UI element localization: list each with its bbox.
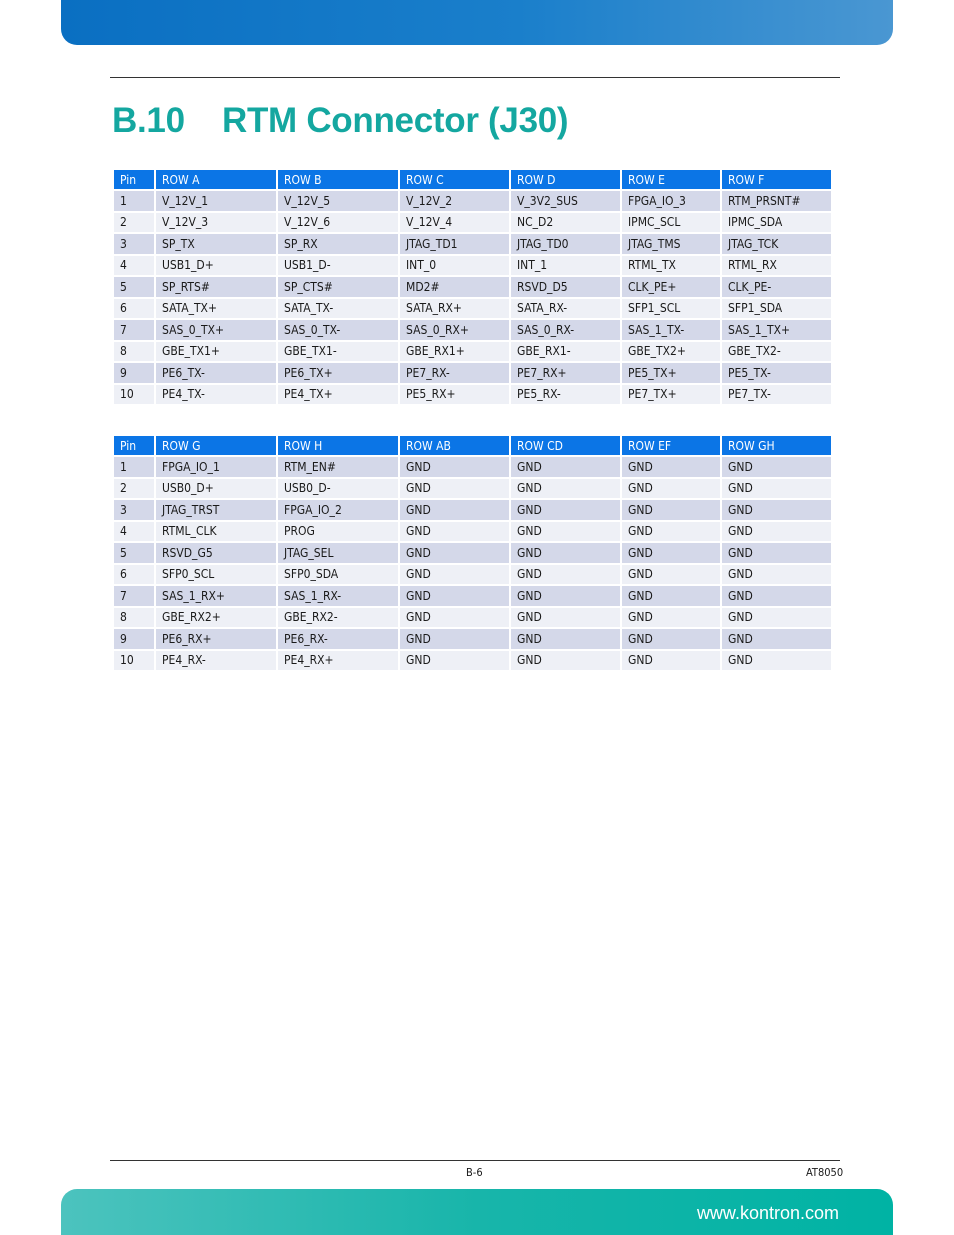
column-header: ROW F xyxy=(722,170,831,189)
signal-cell: JTAG_SEL xyxy=(278,543,398,563)
pin-number-cell: 3 xyxy=(114,234,154,254)
column-header: ROW A xyxy=(156,170,276,189)
signal-cell: PE4_TX+ xyxy=(278,385,398,405)
signal-cell: GND xyxy=(622,500,720,520)
signal-cell: GBE_TX2- xyxy=(722,342,831,362)
signal-cell: GND xyxy=(511,608,620,628)
signal-cell: RTM_PRSNT# xyxy=(722,191,831,211)
page-number: B-6 xyxy=(466,1166,483,1179)
signal-cell: SP_TX xyxy=(156,234,276,254)
table-row xyxy=(114,277,831,297)
signal-cell: SFP0_SDA xyxy=(278,565,398,585)
signal-cell: GND xyxy=(622,586,720,606)
signal-cell: GBE_RX2- xyxy=(278,608,398,628)
signal-cell: GND xyxy=(722,608,831,628)
signal-cell: SAS_0_TX- xyxy=(278,320,398,340)
signal-cell: GND xyxy=(622,608,720,628)
signal-cell: GND xyxy=(722,651,831,671)
signal-cell: GBE_RX1+ xyxy=(400,342,509,362)
signal-cell: CLK_PE+ xyxy=(622,277,720,297)
signal-cell: PROG xyxy=(278,522,398,542)
pinout-table-2 xyxy=(112,434,833,672)
column-header: ROW G xyxy=(156,436,276,455)
pinout-table-1 xyxy=(112,168,833,406)
signal-cell: GND xyxy=(622,457,720,477)
pin-number-cell: 6 xyxy=(114,565,154,585)
pin-number-cell: 8 xyxy=(114,608,154,628)
table-row xyxy=(114,234,831,254)
signal-cell: GND xyxy=(622,522,720,542)
table-row xyxy=(114,191,831,211)
signal-cell: JTAG_TMS xyxy=(622,234,720,254)
signal-cell: SAS_1_TX+ xyxy=(722,320,831,340)
column-header: ROW CD xyxy=(511,436,620,455)
signal-cell: PE6_TX- xyxy=(156,363,276,383)
pin-number-cell: 10 xyxy=(114,651,154,671)
signal-cell: V_12V_5 xyxy=(278,191,398,211)
column-header: Pin xyxy=(114,170,154,189)
signal-cell: SP_CTS# xyxy=(278,277,398,297)
signal-cell: JTAG_TCK xyxy=(722,234,831,254)
signal-cell: GND xyxy=(622,651,720,671)
column-header: Pin xyxy=(114,436,154,455)
signal-cell: GND xyxy=(511,565,620,585)
table-row xyxy=(114,629,831,649)
table-row xyxy=(114,565,831,585)
signal-cell: V_3V2_SUS xyxy=(511,191,620,211)
signal-cell: SATA_RX+ xyxy=(400,299,509,319)
table-header-row xyxy=(114,170,831,189)
signal-cell: GND xyxy=(400,629,509,649)
pin-number-cell: 7 xyxy=(114,586,154,606)
signal-cell: JTAG_TD0 xyxy=(511,234,620,254)
pin-number-cell: 10 xyxy=(114,385,154,405)
pin-number-cell: 5 xyxy=(114,543,154,563)
signal-cell: GND xyxy=(400,608,509,628)
signal-cell: PE7_TX- xyxy=(722,385,831,405)
table-row xyxy=(114,608,831,628)
signal-cell: V_12V_2 xyxy=(400,191,509,211)
section-title-text: RTM Connector (J30) xyxy=(222,101,569,140)
signal-cell: RSVD_G5 xyxy=(156,543,276,563)
pin-number-cell: 4 xyxy=(114,256,154,276)
signal-cell: GND xyxy=(511,651,620,671)
table-row xyxy=(114,500,831,520)
signal-cell: GND xyxy=(722,479,831,499)
signal-cell: GBE_TX1+ xyxy=(156,342,276,362)
signal-cell: PE7_RX+ xyxy=(511,363,620,383)
signal-cell: PE7_TX+ xyxy=(622,385,720,405)
signal-cell: GND xyxy=(622,479,720,499)
signal-cell: GND xyxy=(511,586,620,606)
table-header-row xyxy=(114,436,831,455)
pin-number-cell: 1 xyxy=(114,457,154,477)
column-header: ROW H xyxy=(278,436,398,455)
signal-cell: NC_D2 xyxy=(511,213,620,233)
signal-cell: FPGA_IO_3 xyxy=(622,191,720,211)
signal-cell: FPGA_IO_1 xyxy=(156,457,276,477)
signal-cell: PE7_RX- xyxy=(400,363,509,383)
pin-number-cell: 9 xyxy=(114,363,154,383)
signal-cell: GND xyxy=(511,457,620,477)
signal-cell: V_12V_6 xyxy=(278,213,398,233)
pin-number-cell: 4 xyxy=(114,522,154,542)
signal-cell: USB0_D- xyxy=(278,479,398,499)
table-row xyxy=(114,213,831,233)
column-header: ROW B xyxy=(278,170,398,189)
signal-cell: FPGA_IO_2 xyxy=(278,500,398,520)
signal-cell: IPMC_SCL xyxy=(622,213,720,233)
signal-cell: GND xyxy=(511,479,620,499)
table-row xyxy=(114,299,831,319)
pin-number-cell: 8 xyxy=(114,342,154,362)
signal-cell: RTML_RX xyxy=(722,256,831,276)
column-header: ROW GH xyxy=(722,436,831,455)
signal-cell: GND xyxy=(722,522,831,542)
signal-cell: SP_RX xyxy=(278,234,398,254)
signal-cell: PE5_TX- xyxy=(722,363,831,383)
pin-number-cell: 7 xyxy=(114,320,154,340)
signal-cell: GND xyxy=(400,565,509,585)
signal-cell: PE6_RX+ xyxy=(156,629,276,649)
signal-cell: GND xyxy=(722,586,831,606)
table-row xyxy=(114,651,831,671)
section-number: B.10 xyxy=(112,101,185,140)
signal-cell: GND xyxy=(400,479,509,499)
table-row xyxy=(114,543,831,563)
column-header: ROW AB xyxy=(400,436,509,455)
signal-cell: GBE_TX2+ xyxy=(622,342,720,362)
signal-cell: PE6_TX+ xyxy=(278,363,398,383)
signal-cell: SFP0_SCL xyxy=(156,565,276,585)
signal-cell: SATA_RX- xyxy=(511,299,620,319)
website-link[interactable]: www.kontron.com xyxy=(696,1203,839,1223)
column-header: ROW EF xyxy=(622,436,720,455)
signal-cell: GND xyxy=(622,543,720,563)
table-row xyxy=(114,457,831,477)
signal-cell: GND xyxy=(400,522,509,542)
table-row xyxy=(114,342,831,362)
signal-cell: CLK_PE- xyxy=(722,277,831,297)
column-header: ROW E xyxy=(622,170,720,189)
footer-banner xyxy=(61,1189,893,1235)
signal-cell: SAS_0_TX+ xyxy=(156,320,276,340)
signal-cell: V_12V_3 xyxy=(156,213,276,233)
signal-cell: INT_1 xyxy=(511,256,620,276)
pin-number-cell: 1 xyxy=(114,191,154,211)
signal-cell: USB1_D+ xyxy=(156,256,276,276)
signal-cell: MD2# xyxy=(400,277,509,297)
header-banner xyxy=(61,0,893,45)
signal-cell: PE4_TX- xyxy=(156,385,276,405)
signal-cell: GND xyxy=(722,543,831,563)
signal-cell: SFP1_SCL xyxy=(622,299,720,319)
signal-cell: RTML_TX xyxy=(622,256,720,276)
column-header: ROW D xyxy=(511,170,620,189)
signal-cell: SAS_1_RX- xyxy=(278,586,398,606)
signal-cell: SFP1_SDA xyxy=(722,299,831,319)
signal-cell: V_12V_1 xyxy=(156,191,276,211)
pin-number-cell: 2 xyxy=(114,213,154,233)
signal-cell: GND xyxy=(511,629,620,649)
signal-cell: SAS_1_TX- xyxy=(622,320,720,340)
signal-cell: SP_RTS# xyxy=(156,277,276,297)
pin-number-cell: 3 xyxy=(114,500,154,520)
signal-cell: SATA_TX+ xyxy=(156,299,276,319)
signal-cell: GND xyxy=(722,629,831,649)
footer-rule xyxy=(110,1160,840,1161)
signal-cell: IPMC_SDA xyxy=(722,213,831,233)
signal-cell: PE5_RX+ xyxy=(400,385,509,405)
signal-cell: GND xyxy=(722,500,831,520)
signal-cell: INT_0 xyxy=(400,256,509,276)
signal-cell: PE4_RX+ xyxy=(278,651,398,671)
signal-cell: GND xyxy=(622,629,720,649)
signal-cell: RTML_CLK xyxy=(156,522,276,542)
signal-cell: USB0_D+ xyxy=(156,479,276,499)
signal-cell: GND xyxy=(400,543,509,563)
table-row xyxy=(114,479,831,499)
signal-cell: GND xyxy=(511,522,620,542)
signal-cell: SATA_TX- xyxy=(278,299,398,319)
pin-number-cell: 2 xyxy=(114,479,154,499)
pin-number-cell: 9 xyxy=(114,629,154,649)
signal-cell: JTAG_TD1 xyxy=(400,234,509,254)
signal-cell: GND xyxy=(511,500,620,520)
signal-cell: PE4_RX- xyxy=(156,651,276,671)
signal-cell: SAS_1_RX+ xyxy=(156,586,276,606)
signal-cell: SAS_0_RX+ xyxy=(400,320,509,340)
pin-number-cell: 6 xyxy=(114,299,154,319)
table-row xyxy=(114,385,831,405)
table-row xyxy=(114,256,831,276)
document-id: AT8050 xyxy=(806,1166,844,1179)
signal-cell: RSVD_D5 xyxy=(511,277,620,297)
signal-cell: PE5_RX- xyxy=(511,385,620,405)
signal-cell: V_12V_4 xyxy=(400,213,509,233)
signal-cell: GBE_RX2+ xyxy=(156,608,276,628)
column-header: ROW C xyxy=(400,170,509,189)
pin-number-cell: 5 xyxy=(114,277,154,297)
table-row xyxy=(114,522,831,542)
signal-cell: USB1_D- xyxy=(278,256,398,276)
signal-cell: GND xyxy=(622,565,720,585)
header-rule xyxy=(110,77,840,78)
signal-cell: GND xyxy=(400,651,509,671)
signal-cell: GBE_RX1- xyxy=(511,342,620,362)
signal-cell: GND xyxy=(511,543,620,563)
signal-cell: GND xyxy=(400,500,509,520)
signal-cell: SAS_0_RX- xyxy=(511,320,620,340)
signal-cell: JTAG_TRST xyxy=(156,500,276,520)
signal-cell: GND xyxy=(400,586,509,606)
table-row xyxy=(114,363,831,383)
table-row xyxy=(114,586,831,606)
signal-cell: PE5_TX+ xyxy=(622,363,720,383)
signal-cell: GND xyxy=(722,565,831,585)
signal-cell: RTM_EN# xyxy=(278,457,398,477)
signal-cell: PE6_RX- xyxy=(278,629,398,649)
signal-cell: GND xyxy=(722,457,831,477)
signal-cell: GBE_TX1- xyxy=(278,342,398,362)
table-row xyxy=(114,320,831,340)
signal-cell: GND xyxy=(400,457,509,477)
section-title xyxy=(112,101,568,141)
